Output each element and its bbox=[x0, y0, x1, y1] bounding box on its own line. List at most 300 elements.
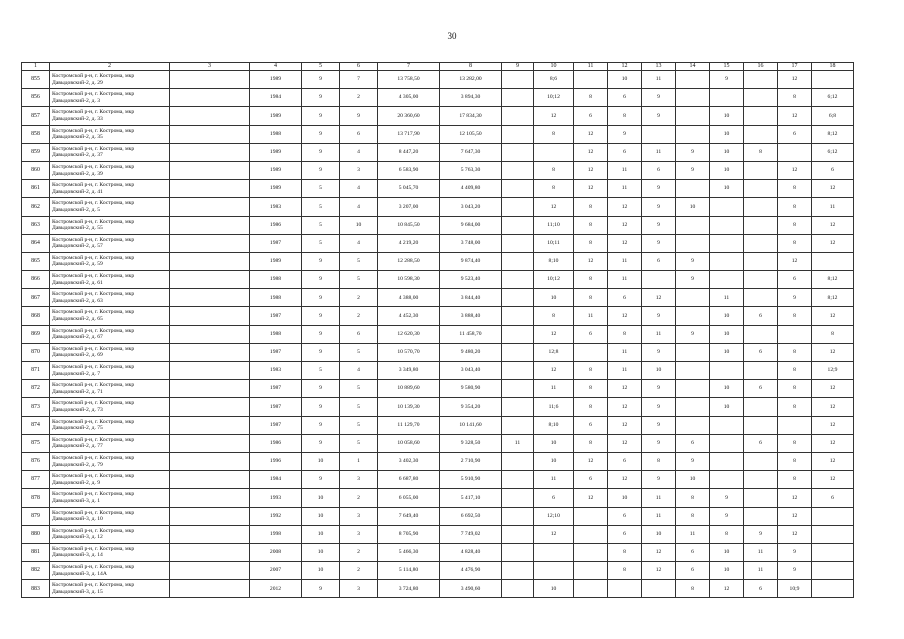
table-cell: 10 bbox=[534, 289, 574, 307]
column-number: 15 bbox=[710, 63, 744, 71]
table-cell: 10 bbox=[302, 507, 340, 525]
table-cell bbox=[710, 271, 744, 289]
table-cell: 10 bbox=[710, 161, 744, 179]
table-cell: 8 bbox=[778, 398, 812, 416]
table-cell: 3 894,30 bbox=[440, 89, 502, 107]
table-row bbox=[22, 252, 854, 270]
table-cell: 5 bbox=[340, 398, 378, 416]
table-cell: 10 bbox=[710, 180, 744, 198]
table-cell bbox=[502, 471, 534, 489]
table-cell bbox=[502, 89, 534, 107]
table-cell: 12 bbox=[608, 471, 642, 489]
table-cell: 6 bbox=[778, 125, 812, 143]
table-cell: 11 458,70 bbox=[440, 325, 502, 343]
column-number: 17 bbox=[778, 63, 812, 71]
table-cell bbox=[534, 562, 574, 580]
table-cell bbox=[744, 107, 778, 125]
table-cell bbox=[574, 507, 608, 525]
table-cell: 3 888,40 bbox=[440, 307, 502, 325]
table-cell: 6 bbox=[676, 434, 710, 452]
table-cell: 8 bbox=[534, 161, 574, 179]
table-cell bbox=[778, 325, 812, 343]
address-cell: Костромской р-н, г. Кострома, мкр Давыдовский-2, д. 71 bbox=[50, 380, 170, 398]
table-cell bbox=[502, 71, 534, 89]
table-cell bbox=[574, 525, 608, 543]
table-cell: 6 bbox=[744, 434, 778, 452]
address-cell: Костромской р-н, г. Кострома, мкр Давыдовский-2, д. 35 bbox=[50, 125, 170, 143]
table-cell: 8 bbox=[574, 89, 608, 107]
table-cell: 6 bbox=[608, 143, 642, 161]
table-cell bbox=[744, 271, 778, 289]
table-row bbox=[22, 143, 854, 161]
table-cell: 11 129,70 bbox=[378, 416, 440, 434]
table-cell: 12 bbox=[534, 525, 574, 543]
table-cell: 1992 bbox=[250, 507, 302, 525]
table-cell bbox=[170, 398, 250, 416]
row-number-cell: 867 bbox=[22, 289, 50, 307]
column-number: 8 bbox=[440, 63, 502, 71]
address-cell: Костромской р-н, г. Кострома, мкр Давыдовский-2, д. 9 bbox=[50, 471, 170, 489]
table-cell: 3 349,80 bbox=[378, 362, 440, 380]
table-row bbox=[22, 343, 854, 361]
table-cell bbox=[608, 580, 642, 598]
table-cell: 12 bbox=[574, 161, 608, 179]
table-cell: 6 bbox=[642, 161, 676, 179]
table-cell bbox=[778, 416, 812, 434]
table-cell: 6 bbox=[744, 307, 778, 325]
table-cell: 17 834,30 bbox=[440, 107, 502, 125]
table-cell: 8;12 bbox=[812, 125, 854, 143]
table-cell: 6 bbox=[812, 489, 854, 507]
table-cell: 10 bbox=[642, 525, 676, 543]
table-cell: 2 bbox=[340, 289, 378, 307]
address-cell: Костромской р-н, г. Кострома, мкр Давыдовский-2, д. 3 bbox=[50, 89, 170, 107]
table-row bbox=[22, 434, 854, 452]
table-cell: 3 043,20 bbox=[440, 198, 502, 216]
table-cell: 6 692,50 bbox=[440, 507, 502, 525]
table-cell: 12 bbox=[812, 434, 854, 452]
table-cell bbox=[710, 89, 744, 107]
column-number: 11 bbox=[574, 63, 608, 71]
table-cell: 1989 bbox=[250, 161, 302, 179]
table-cell: 10 bbox=[302, 525, 340, 543]
column-number: 10 bbox=[534, 63, 574, 71]
table-cell: 9 bbox=[302, 307, 340, 325]
table-cell: 7 647,30 bbox=[440, 143, 502, 161]
table-cell: 10 139,30 bbox=[378, 398, 440, 416]
table-cell: 3 043,40 bbox=[440, 362, 502, 380]
table-cell bbox=[170, 252, 250, 270]
table-cell: 8;6 bbox=[534, 71, 574, 89]
table-cell: 12 bbox=[812, 234, 854, 252]
table-cell: 8 bbox=[778, 307, 812, 325]
row-number-cell: 874 bbox=[22, 416, 50, 434]
table-cell bbox=[170, 289, 250, 307]
row-number-cell: 856 bbox=[22, 89, 50, 107]
table-cell bbox=[676, 234, 710, 252]
table-cell: 6 bbox=[812, 161, 854, 179]
table-cell: 8 bbox=[778, 198, 812, 216]
table-row bbox=[22, 289, 854, 307]
table-cell: 11 bbox=[608, 161, 642, 179]
table-cell: 1987 bbox=[250, 343, 302, 361]
address-cell: Костромской р-н, г. Кострома, мкр Давыдовский-2, д. 57 bbox=[50, 234, 170, 252]
table-cell: 1996 bbox=[250, 452, 302, 470]
table-cell bbox=[502, 216, 534, 234]
table-cell bbox=[710, 252, 744, 270]
table-cell bbox=[170, 543, 250, 561]
table-cell bbox=[744, 362, 778, 380]
table-cell: 9 bbox=[340, 107, 378, 125]
table-cell: 10 bbox=[710, 380, 744, 398]
table-cell: 1989 bbox=[250, 71, 302, 89]
table-cell: 1988 bbox=[250, 325, 302, 343]
table-row bbox=[22, 71, 854, 89]
table-cell: 5 763,30 bbox=[440, 161, 502, 179]
table-cell bbox=[170, 180, 250, 198]
row-number-cell: 872 bbox=[22, 380, 50, 398]
table-cell bbox=[502, 107, 534, 125]
row-number-cell: 863 bbox=[22, 216, 50, 234]
address-cell: Костромской р-н, г. Кострома, мкр Давыдовский-2, д. 75 bbox=[50, 416, 170, 434]
table-cell bbox=[744, 507, 778, 525]
table-cell: 6 bbox=[574, 416, 608, 434]
table-cell: 9 bbox=[302, 325, 340, 343]
table-cell: 9 bbox=[302, 343, 340, 361]
table-cell: 1984 bbox=[250, 89, 302, 107]
table-cell: 8 bbox=[642, 452, 676, 470]
table-cell: 9 bbox=[778, 562, 812, 580]
table-cell: 3 bbox=[340, 525, 378, 543]
table-cell: 5 bbox=[302, 216, 340, 234]
table-cell bbox=[502, 507, 534, 525]
table-cell: 12 bbox=[534, 198, 574, 216]
table-cell bbox=[170, 452, 250, 470]
table-cell bbox=[502, 161, 534, 179]
table-cell: 12 bbox=[812, 307, 854, 325]
table-cell: 1989 bbox=[250, 107, 302, 125]
table-cell: 12 bbox=[642, 289, 676, 307]
table-cell: 11;6 bbox=[534, 398, 574, 416]
row-number-cell: 870 bbox=[22, 343, 50, 361]
table-cell bbox=[710, 234, 744, 252]
table-cell: 8 bbox=[574, 434, 608, 452]
table-cell: 10 845,50 bbox=[378, 216, 440, 234]
table-cell: 9 bbox=[676, 161, 710, 179]
table-cell: 12 bbox=[778, 507, 812, 525]
table-cell bbox=[170, 71, 250, 89]
table-cell: 6 bbox=[676, 543, 710, 561]
table-cell: 7 749,02 bbox=[440, 525, 502, 543]
row-number-cell: 855 bbox=[22, 71, 50, 89]
table-cell: 2 bbox=[340, 489, 378, 507]
table-cell: 1998 bbox=[250, 525, 302, 543]
table-cell bbox=[812, 507, 854, 525]
table-cell: 10 bbox=[340, 216, 378, 234]
table-cell: 6;8 bbox=[812, 107, 854, 125]
table-cell bbox=[502, 416, 534, 434]
table-cell: 1983 bbox=[250, 362, 302, 380]
table-cell: 11 bbox=[812, 198, 854, 216]
table-cell bbox=[170, 525, 250, 543]
table-cell bbox=[170, 325, 250, 343]
table-cell bbox=[778, 143, 812, 161]
address-cell: Костромской р-н, г. Кострома, мкр Давыдовский-2, д. 59 bbox=[50, 252, 170, 270]
table-cell: 11 bbox=[642, 507, 676, 525]
table-cell: 8 bbox=[676, 580, 710, 598]
table-cell: 5 bbox=[340, 252, 378, 270]
table-cell: 9 bbox=[642, 307, 676, 325]
table-cell: 9 bbox=[302, 271, 340, 289]
address-cell: Костромской р-н, г. Кострома, мкр Давыдовский-2, д. 7 bbox=[50, 362, 170, 380]
table-cell: 2 bbox=[340, 89, 378, 107]
table-cell: 9 bbox=[302, 143, 340, 161]
table-cell: 5 466,30 bbox=[378, 543, 440, 561]
table-cell: 9 bbox=[642, 471, 676, 489]
table-cell: 12 bbox=[778, 107, 812, 125]
table-cell: 5 417,10 bbox=[440, 489, 502, 507]
table-cell bbox=[744, 198, 778, 216]
table-cell: 12 bbox=[574, 143, 608, 161]
table-cell: 11 bbox=[574, 307, 608, 325]
row-number-cell: 883 bbox=[22, 580, 50, 598]
table-cell: 9 bbox=[302, 416, 340, 434]
table-cell: 6 bbox=[608, 89, 642, 107]
table-cell: 6 bbox=[744, 580, 778, 598]
table-cell: 1993 bbox=[250, 489, 302, 507]
column-number: 13 bbox=[642, 63, 676, 71]
table-cell bbox=[502, 143, 534, 161]
table-cell: 12 bbox=[608, 216, 642, 234]
column-number: 6 bbox=[340, 63, 378, 71]
table-cell: 9 bbox=[302, 71, 340, 89]
table-cell: 8 bbox=[608, 107, 642, 125]
address-cell: Костромской р-н, г. Кострома, мкр Давыдовский-3, д. 14А bbox=[50, 562, 170, 580]
table-cell: 9 580,90 bbox=[440, 380, 502, 398]
table-cell: 6 bbox=[574, 107, 608, 125]
table-cell: 8 bbox=[812, 325, 854, 343]
table-cell: 4 bbox=[340, 198, 378, 216]
table-cell: 12 bbox=[642, 543, 676, 561]
table-cell bbox=[502, 398, 534, 416]
table-row bbox=[22, 471, 854, 489]
table-cell: 10 598,30 bbox=[378, 271, 440, 289]
table-cell: 6 bbox=[744, 380, 778, 398]
table-cell: 9 bbox=[642, 234, 676, 252]
table-cell: 11 bbox=[608, 343, 642, 361]
table-cell bbox=[170, 307, 250, 325]
table-cell bbox=[710, 471, 744, 489]
table-cell: 12 bbox=[710, 580, 744, 598]
table-cell: 1986 bbox=[250, 434, 302, 452]
table-cell: 9 bbox=[676, 452, 710, 470]
table-cell: 10 bbox=[608, 489, 642, 507]
table-cell: 12 bbox=[812, 398, 854, 416]
table-cell: 4 388,00 bbox=[378, 289, 440, 307]
table-cell bbox=[170, 507, 250, 525]
table-cell bbox=[502, 489, 534, 507]
table-cell: 9 bbox=[642, 416, 676, 434]
table-cell: 9 bbox=[676, 143, 710, 161]
table-cell: 12 bbox=[608, 380, 642, 398]
table-cell: 1987 bbox=[250, 307, 302, 325]
table-cell bbox=[744, 216, 778, 234]
column-number: 3 bbox=[170, 63, 250, 71]
table-cell bbox=[812, 543, 854, 561]
table-cell: 4 bbox=[340, 362, 378, 380]
table-row bbox=[22, 234, 854, 252]
table-cell bbox=[170, 434, 250, 452]
column-number: 1 bbox=[22, 63, 50, 71]
table-cell bbox=[170, 234, 250, 252]
table-cell bbox=[676, 416, 710, 434]
table-cell: 1987 bbox=[250, 416, 302, 434]
table-cell: 9 354,20 bbox=[440, 398, 502, 416]
table-cell: 10 141,60 bbox=[440, 416, 502, 434]
table-cell: 1989 bbox=[250, 180, 302, 198]
table-cell: 1983 bbox=[250, 198, 302, 216]
table-cell: 8 bbox=[778, 343, 812, 361]
address-cell: Костромской р-н, г. Кострома, мкр Давыдовский-2, д. 39 bbox=[50, 161, 170, 179]
table-cell: 8 bbox=[534, 307, 574, 325]
table-cell: 6 bbox=[608, 507, 642, 525]
table-cell bbox=[170, 216, 250, 234]
address-cell: Костромской р-н, г. Кострома, мкр Давыдовский-2, д. 5 bbox=[50, 198, 170, 216]
table-cell: 9 bbox=[710, 71, 744, 89]
table-cell: 8 bbox=[574, 380, 608, 398]
table-cell: 9 480,20 bbox=[440, 343, 502, 361]
table-cell: 1988 bbox=[250, 125, 302, 143]
table-cell: 11 bbox=[502, 434, 534, 452]
table-cell: 6;12 bbox=[812, 89, 854, 107]
table-cell bbox=[502, 380, 534, 398]
table-cell: 5 bbox=[340, 416, 378, 434]
table-cell bbox=[574, 562, 608, 580]
address-cell: Костромской р-н, г. Кострома, мкр Давыдовский-2, д. 63 bbox=[50, 289, 170, 307]
table-cell: 5 910,90 bbox=[440, 471, 502, 489]
table-cell: 6 bbox=[534, 489, 574, 507]
table-cell: 8 bbox=[608, 325, 642, 343]
table-cell: 8 bbox=[574, 271, 608, 289]
table-cell: 8;12 bbox=[812, 271, 854, 289]
table-cell bbox=[502, 180, 534, 198]
table-cell bbox=[744, 71, 778, 89]
table-cell: 4 bbox=[340, 180, 378, 198]
table-cell bbox=[744, 125, 778, 143]
address-cell: Костромской р-н, г. Кострома, мкр Давыдовский-2, д. 77 bbox=[50, 434, 170, 452]
table-cell: 1989 bbox=[250, 143, 302, 161]
table-cell: 11 bbox=[676, 525, 710, 543]
table-cell: 7 649,40 bbox=[378, 507, 440, 525]
address-cell: Костромской р-н, г. Кострома, мкр Давыдовский-2, д. 69 bbox=[50, 343, 170, 361]
table-cell: 12 bbox=[812, 216, 854, 234]
table-cell: 2 bbox=[340, 562, 378, 580]
table-cell: 9 bbox=[302, 398, 340, 416]
table-cell: 3 402,30 bbox=[378, 452, 440, 470]
table-cell: 12 bbox=[778, 525, 812, 543]
table-cell: 9 bbox=[778, 543, 812, 561]
table-cell: 8 bbox=[676, 507, 710, 525]
table-cell: 12 bbox=[778, 161, 812, 179]
table-cell bbox=[502, 125, 534, 143]
table-cell: 2 bbox=[340, 543, 378, 561]
table-cell: 1987 bbox=[250, 234, 302, 252]
table-cell bbox=[502, 234, 534, 252]
table-row bbox=[22, 398, 854, 416]
table-cell: 6 bbox=[642, 252, 676, 270]
table-row bbox=[22, 380, 854, 398]
table-cell bbox=[502, 289, 534, 307]
table-cell bbox=[710, 452, 744, 470]
table-cell bbox=[744, 471, 778, 489]
table-cell: 9 bbox=[608, 125, 642, 143]
table-cell: 10 bbox=[710, 343, 744, 361]
table-cell: 6 bbox=[608, 289, 642, 307]
table-cell bbox=[170, 362, 250, 380]
row-number-cell: 864 bbox=[22, 234, 50, 252]
table-cell: 6 583,90 bbox=[378, 161, 440, 179]
table-cell bbox=[502, 343, 534, 361]
table-cell: 10 bbox=[710, 562, 744, 580]
table-cell bbox=[812, 525, 854, 543]
table-row bbox=[22, 307, 854, 325]
table-cell: 3 490,60 bbox=[440, 580, 502, 598]
table-cell: 10 bbox=[676, 471, 710, 489]
table-cell: 12;8 bbox=[534, 343, 574, 361]
table-cell: 9 bbox=[302, 161, 340, 179]
table-cell: 4 476,90 bbox=[440, 562, 502, 580]
table-cell: 10 bbox=[534, 434, 574, 452]
table-cell: 12 bbox=[574, 452, 608, 470]
table-cell bbox=[676, 71, 710, 89]
table-row bbox=[22, 180, 854, 198]
table-cell: 11 bbox=[710, 289, 744, 307]
table-cell bbox=[502, 325, 534, 343]
table-cell bbox=[744, 452, 778, 470]
table-cell: 10 bbox=[710, 107, 744, 125]
table-cell: 10 bbox=[676, 198, 710, 216]
address-cell: Костромской р-н, г. Кострома, мкр Давыдовский-2, д. 41 bbox=[50, 180, 170, 198]
table-cell bbox=[744, 289, 778, 307]
table-cell: 8 bbox=[778, 234, 812, 252]
table-cell: 6 bbox=[744, 343, 778, 361]
table-cell: 2 710,90 bbox=[440, 452, 502, 470]
address-cell: Костромской р-н, г. Кострома, мкр Давыдовский-3, д. 10 bbox=[50, 507, 170, 525]
table-cell: 10 bbox=[302, 489, 340, 507]
table-cell: 12 bbox=[574, 180, 608, 198]
table-cell: 10 bbox=[302, 543, 340, 561]
table-cell: 13 758,50 bbox=[378, 71, 440, 89]
table-cell: 5 bbox=[340, 271, 378, 289]
table-cell: 9 bbox=[302, 471, 340, 489]
table-cell: 11 bbox=[642, 143, 676, 161]
table-cell: 10 bbox=[534, 580, 574, 598]
table-cell: 4 bbox=[340, 234, 378, 252]
row-number-cell: 861 bbox=[22, 180, 50, 198]
table-cell: 9 523,40 bbox=[440, 271, 502, 289]
table-cell: 12;10 bbox=[534, 507, 574, 525]
table-cell bbox=[642, 125, 676, 143]
table-cell bbox=[170, 416, 250, 434]
table-cell: 4 828,40 bbox=[440, 543, 502, 561]
table-cell bbox=[170, 125, 250, 143]
table-cell: 8 bbox=[778, 434, 812, 452]
table-cell bbox=[744, 398, 778, 416]
table-cell: 20 360,60 bbox=[378, 107, 440, 125]
column-number: 7 bbox=[378, 63, 440, 71]
table-cell bbox=[574, 71, 608, 89]
row-number-cell: 857 bbox=[22, 107, 50, 125]
